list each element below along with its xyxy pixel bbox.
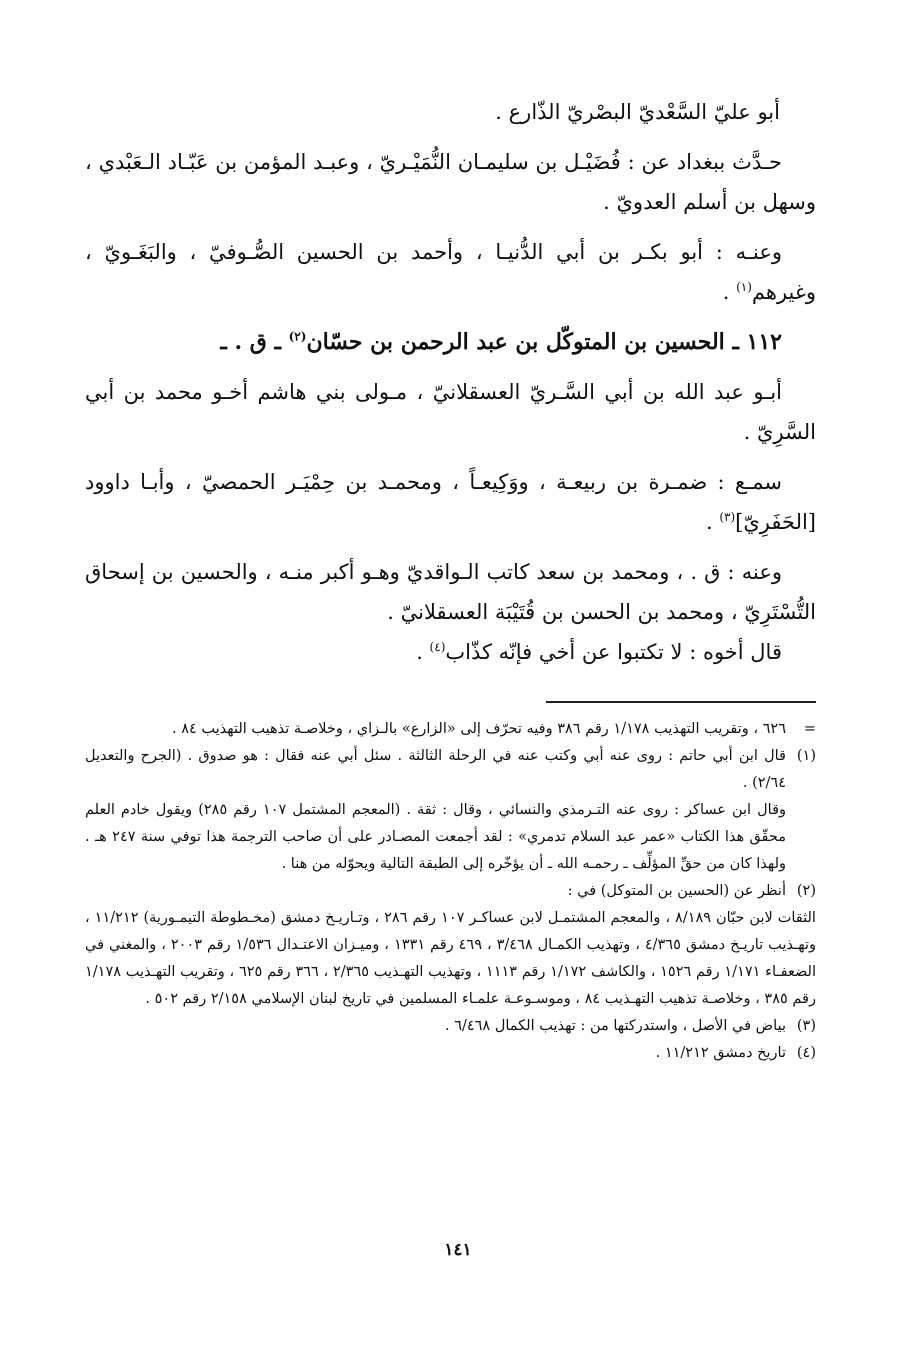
footnote-number: (١) <box>796 748 816 764</box>
footnote-text: ٦٢٦ ، وتقريب التهذيب ١/١٧٨ رقم ٣٨٦ وفيه تحرّف إلى «الزارع» بالـزاي ، وخلاصـة تذهيب التهذيب ٨٤ . <box>172 721 786 737</box>
footnote-4 <box>85 1040 816 1067</box>
paragraph-narrators: وعنه : ق . ، ومحمد بن سعد كاتب الـواقديّ وهـو أكبر منـه ، والحسين بن إسحاق التُّسْتَرِيّ ، ومحمد بن الحسن بن قُتَيْبَة العسقلانيّ . <box>85 560 816 624</box>
paragraph-students: وعنـه : أبو بكـر بن أبي الدُّنيـا ، وأحمد بن الحسين الصُّـوفيّ ، والبَغَـويّ ، وغيرهم$^{(١)}$ . <box>85 240 816 304</box>
footnotes <box>85 716 816 1067</box>
footnote-2-sources: الثقات لابن حبّان ٨/١٨٩ ، والمعجم المشتمـل لابن عساكـر ١٠٧ رقم ٢٨٦ ، وتـاريـخ دمشق (مخـطوطة التيمـورية) ١١/٢١٢ ، وتهـذيب تاريـخ دمشق ٤/٣٦٥ ، وتهذيب الكمـال ٣/٤٦٨ ، ٤٦٩ رقم ١٣٣١ ، وميـزان الاعتـدال ١/٥٣٦ رقم ٢٠٠٣ ، والمغني في الضعفـاء ١/١٧١ رقم ١٥٢٦ ، والكاشف ١/١٧٢ رقم ١١١٣ ، وتهذيب التهـذيب ٢/٣٦٥ ، ٣٦٦ رقم ٦٢٥ ، وتقريب التهـذيب ١/١٧٨ رقم ٣٨٥ ، وخلاصـة تذهيب التهـذيب ٨٤ ، وموسـوعـة علمـاء المسلمين في تاريخ لبنان الإسلامي ٢/١٥٨ رقم ٥٠٢ . <box>85 910 816 1007</box>
footnote-number: (٤) <box>796 1045 816 1061</box>
footnote-ref-3[interactable]: (٣) <box>719 510 736 524</box>
footnote-number: (٣) <box>796 1018 816 1034</box>
footnote-ref-1[interactable]: (١) <box>736 280 752 294</box>
footnote-continued <box>85 716 816 743</box>
footnote-text: قال ابن أبي حاتم : روى عنه أبي وكتب عنه في الرحلة الثالثة . سئل أبي عنه فقال : هو صدوق . (الجرح والتعديل ٢/٦٤) . <box>85 748 786 791</box>
footnote-text: بياض في الأصل ، واستدركتها من : تهذيب الكمال ٦/٤٦٨ . <box>444 1018 786 1034</box>
entry-heading: ١١٢ ـ الحسين بن المتوكّل بن عبد الرحمن بن حسّان$^{(٢)}$ ـ ق . ـ <box>220 329 782 355</box>
paragraph-heard: سمـع : ضمـرة بن ربيعـة ، ووَكِيعـاً ، ومحمـد بن حِمْيَـر الحمصيّ ، وأبـا داوود [الحَفَرِيّ]$^{(٣)}$ . <box>85 470 816 534</box>
footnote-1-continuation: وقال ابن عساكر : روى عنه التـرمذي والنسائي ، وقال : ثقة . (المعجم المشتمل ١٠٧ رقم ٢٨٥) ويقول خادم العلم محقّق هذا الكتاب «عمر عبد السلام تدمري» : لقد أجمعت المصـادر على أن صاحب الترجمة هذا توفي سنة ٢٤٧ هـ . ولهذا كان من حقِّ المؤلِّف ـ رحمـه الله ـ أن يؤخّره إلى الطبقة التالية ويحوّله من هنا . <box>85 802 787 872</box>
footnote-number: (٢) <box>796 883 816 899</box>
footnote-text: تاريخ دمشق ١١/٢١٢ . <box>655 1045 786 1061</box>
footnote-1 <box>85 743 816 797</box>
footnote-marker: = <box>803 721 816 737</box>
footnote-2 <box>85 878 816 905</box>
page-number: ١٤١ <box>444 1240 472 1260</box>
paragraph-brother: قال أخوه : لا تكتبوا عن أخي فإنّه كذّاب$^{(٤)}$ . <box>416 640 782 664</box>
main-text <box>85 92 816 682</box>
footnote-ref-2[interactable]: (٢) <box>288 329 307 344</box>
paragraph-nisba: أبو عليّ السَّعْديّ البصْريّ الذّارع . <box>495 100 780 124</box>
footnote-3 <box>85 1013 816 1040</box>
paragraph-kunya: أبـو عبد الله بن أبي السَّـريّ العسقلانيّ ، مـولى بني هاشم أخـو محمد بن أبي السَّرِيّ . <box>85 380 816 444</box>
footnote-separator <box>546 701 816 703</box>
paragraph-teachers: حـدَّث ببغداد عن : فُضَيْـل بن سليمـان النُّمَيْـريّ ، وعبـد المؤمن بن عَبّـاد الـعَبْدي ، وسهل بن أسلم العدويّ . <box>85 150 816 214</box>
footnote-text: أنظر عن (الحسين بن المتوكل) في : <box>567 883 786 899</box>
footnote-ref-4[interactable]: (٤) <box>429 640 446 654</box>
